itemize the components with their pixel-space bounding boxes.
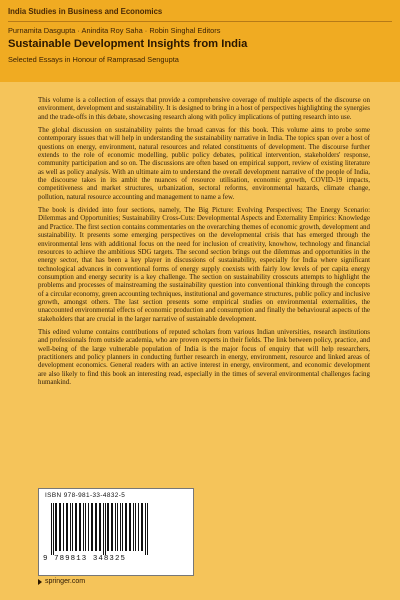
barcode-bar xyxy=(135,503,136,551)
blurb-paragraph: This volume is a collection of essays that provide a comprehensive coverage of multiple aspects of the discourse on environment, development and sustainability. It is designed to bring in a host of perspectives highlighting the synergies and the trade-offs in this debate, showcasing research along with policy implications of putting research into use. xyxy=(38,96,370,121)
isbn-label: ISBN 978-981-33-4832-5 xyxy=(45,492,126,499)
isbn-barcode-box xyxy=(38,488,194,576)
barcode-bar xyxy=(63,503,64,551)
barcode-bar xyxy=(147,503,148,555)
barcode-bar xyxy=(88,503,89,551)
barcode-bar xyxy=(105,503,106,555)
blurb-paragraph: The global discussion on sustainability paints the broad canvas for this book. This volume aims to probe some contemporary issues that will help in understanding the sustainability narrative in India. The topics span over a host of questions on energy, environment, natural resources and related constituents of development. The discourse further extends to the role of economic modelling, public policy debates, political intervention, stakeholders' response, community participation and so on. The discussions are often based on empirical support, review of existing literature as well as policy analysis. With an ultimate aim to understand the overall development narrative of the people of India, the discourse takes in its ambit the nuances of resource utilisation, economic growth, COVID-19 impacts, competitiveness and market structures, urbanization, sectoral reforms, environmental hazards, climate change, pollution, natural resource accounting and management to name a few. xyxy=(38,126,370,201)
barcode-bar xyxy=(138,503,139,551)
barcode-bar xyxy=(120,503,121,551)
blurb-paragraph: This edited volume contains contributions of reputed scholars from various Indian universities, research institutions and professionals from outside academia, who are proven experts in their fields. The link between policy, practice, and well-being of the large vulnerable population of India is the major focus of enquiry that will help researchers, practitioners and policy planners in conducting further research in energy, environment, resource and linked areas of development economics. General readers with an active interest in energy, environment, and economic development are also likely to find this book an interesting read, especially in the times of several environmental challenges facing humankind. xyxy=(38,327,370,386)
header-band xyxy=(0,0,400,82)
barcode-bar xyxy=(103,503,104,555)
barcode-bar xyxy=(70,503,71,551)
barcode-image xyxy=(49,503,183,555)
publisher-url: springer.com xyxy=(45,578,86,585)
barcode-bar xyxy=(129,503,131,551)
header-divider xyxy=(8,21,392,22)
editor-names: Purnamita Dasgupta · Anindita Roy Saha · Robin Singhal xyxy=(8,26,196,35)
barcode-bar xyxy=(79,503,81,551)
barcode-bar xyxy=(53,503,54,555)
barcode-bar xyxy=(133,503,134,551)
blurb-text xyxy=(38,96,370,391)
barcode-bar xyxy=(75,503,77,551)
barcode-bar xyxy=(107,503,109,551)
barcode-bar xyxy=(115,503,116,551)
barcode-bar xyxy=(95,503,97,551)
barcode-bar xyxy=(59,503,61,551)
barcode-bar xyxy=(141,503,143,551)
barcode-bar xyxy=(55,503,57,551)
arrow-right-icon xyxy=(38,579,42,585)
series-title: India Studies in Business and Economics xyxy=(8,7,163,16)
editors-suffix: Editors xyxy=(197,26,221,35)
barcode-bar xyxy=(111,503,113,551)
barcode-bar xyxy=(125,503,127,551)
barcode-bar xyxy=(122,503,123,551)
barcode-bar xyxy=(91,503,93,551)
book-title: Sustainable Development Insights from India xyxy=(8,38,248,50)
barcode-bar xyxy=(145,503,146,555)
barcode-bar xyxy=(83,503,84,551)
barcode-bar xyxy=(85,503,86,551)
publisher-link[interactable] xyxy=(38,578,85,585)
book-subtitle: Selected Essays in Honour of Ramprasad Sengupta xyxy=(8,55,179,64)
barcode-bar xyxy=(99,503,101,551)
barcode-bar xyxy=(51,503,52,555)
barcode-bar xyxy=(117,503,118,551)
barcode-bar xyxy=(66,503,68,551)
editors-line xyxy=(8,26,220,35)
barcode-bar xyxy=(72,503,73,551)
blurb-paragraph: The book is divided into four sections, namely, The Big Picture: Evolving Perspectives; The Energy Scenario: Dilemmas and Opportunities; Sustainability Cross-Cuts: Developmental Aspects and Externality Empirics: Knowledge and Practice. The first section contains commentaries on the overarching themes of economic growth, development and sustainability. It presents some emerging perspectives on the developmental crisis that has emerged through the environmental lens with additional focus on the need for inclusion of creativity, knowhow, technology and financial resources to achieve the ambitious SDG targets. The second section brings out the dilemmas and opportunities in the energy sector, that has been a key player in discussions of sustainability, especially for India where significant technological advances in conventional forms of energy supply coexists with fairly low levels of per capita energy consumption and energy security is a key challenge. The section on sustainability crosscuts attempts to highlight the problems and processes of mainstreaming the sustainability question into conventional thinking through the concepts of a circular economy, green accounting techniques, institutional and governance structures, public policy and inclusive growth, amongst others. The last section presents some empirical studies on environmental externalities, the unaccounted environmental effects of economic production and consumption and finally the behavioural aspects of the stakeholders that are crucial in the larger narrative of sustainable development. xyxy=(38,206,370,323)
barcode-number: 9 789813 348325 xyxy=(43,555,127,563)
